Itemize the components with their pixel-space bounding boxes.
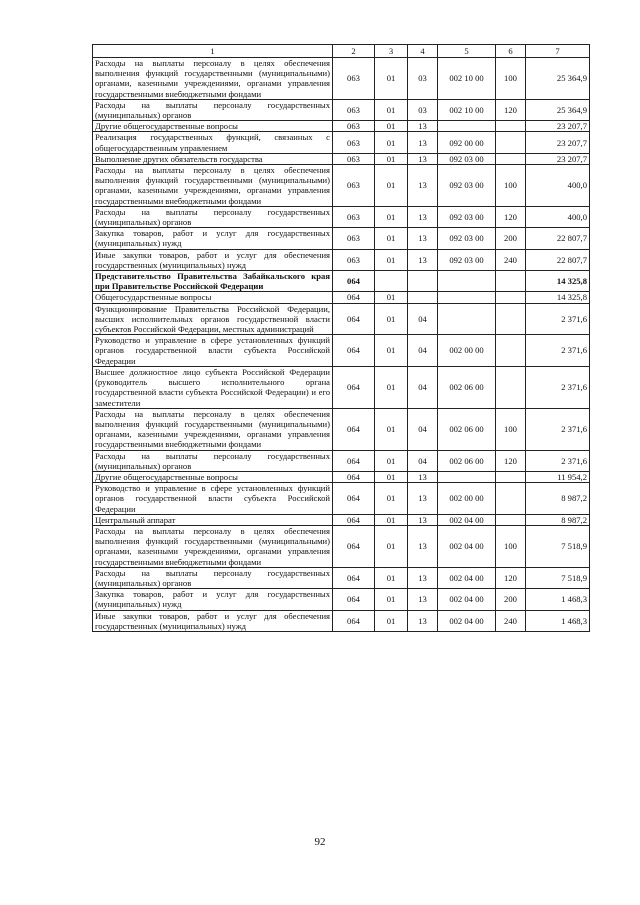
amount-cell: 2 371,6 — [526, 450, 590, 471]
subsection-code-cell: 13 — [408, 132, 438, 153]
table-row — [93, 58, 590, 100]
table-row — [93, 335, 590, 367]
expense-type-cell — [496, 483, 526, 515]
table-row — [93, 206, 590, 227]
ved-code-cell: 063 — [333, 99, 375, 120]
row-name-cell: Расходы на выплаты персоналу в целях обеспечения выполнения функций государственными (муниципальными) органами, казенными учреждениями, органами управления государственными внебюджетными фондами — [93, 408, 333, 450]
section-code-cell: 01 — [375, 303, 408, 335]
section-code-cell: 01 — [375, 610, 408, 631]
amount-cell: 23 207,7 — [526, 121, 590, 132]
ved-code-cell: 064 — [333, 525, 375, 567]
expense-type-cell: 120 — [496, 567, 526, 588]
expense-type-cell — [496, 471, 526, 482]
amount-cell: 1 468,3 — [526, 610, 590, 631]
amount-cell: 14 325,8 — [526, 292, 590, 303]
target-article-cell: 092 00 00 — [438, 132, 496, 153]
subsection-code-cell: 13 — [408, 228, 438, 249]
amount-cell: 2 371,6 — [526, 408, 590, 450]
ved-code-cell: 064 — [333, 483, 375, 515]
column-header: 2 — [333, 45, 375, 58]
section-code-cell — [375, 271, 408, 292]
row-name-cell: Закупка товаров, работ и услуг для государственных (муниципальных) нужд — [93, 589, 333, 610]
column-header: 4 — [408, 45, 438, 58]
table-row — [93, 249, 590, 270]
ved-code-cell: 064 — [333, 271, 375, 292]
section-code-cell: 01 — [375, 514, 408, 525]
target-article-cell — [438, 303, 496, 335]
row-name-cell: Общегосударственные вопросы — [93, 292, 333, 303]
subsection-code-cell: 13 — [408, 121, 438, 132]
amount-cell: 23 207,7 — [526, 132, 590, 153]
table-row — [93, 471, 590, 482]
expense-type-cell — [496, 335, 526, 367]
table-row — [93, 303, 590, 335]
target-article-cell: 092 03 00 — [438, 165, 496, 207]
expense-type-cell — [496, 121, 526, 132]
subsection-code-cell: 04 — [408, 450, 438, 471]
ved-code-cell: 064 — [333, 408, 375, 450]
ved-code-cell: 064 — [333, 589, 375, 610]
page-number: 92 — [314, 836, 326, 848]
ved-code-cell: 063 — [333, 132, 375, 153]
budget-table — [92, 44, 590, 632]
table-row — [93, 589, 590, 610]
ved-code-cell: 064 — [333, 514, 375, 525]
subsection-code-cell: 13 — [408, 514, 438, 525]
column-header: 7 — [526, 45, 590, 58]
section-code-cell: 01 — [375, 366, 408, 408]
ved-code-cell: 063 — [333, 206, 375, 227]
ved-code-cell: 063 — [333, 153, 375, 164]
section-code-cell: 01 — [375, 58, 408, 100]
target-article-cell — [438, 292, 496, 303]
section-code-cell: 01 — [375, 567, 408, 588]
subsection-code-cell: 13 — [408, 567, 438, 588]
target-article-cell: 002 00 00 — [438, 335, 496, 367]
table-row — [93, 121, 590, 132]
subsection-code-cell: 13 — [408, 525, 438, 567]
expense-type-cell — [496, 153, 526, 164]
subsection-code-cell: 03 — [408, 99, 438, 120]
expense-type-cell: 240 — [496, 249, 526, 270]
amount-cell: 2 371,6 — [526, 366, 590, 408]
column-header: 1 — [93, 45, 333, 58]
subsection-code-cell: 04 — [408, 335, 438, 367]
target-article-cell: 092 03 00 — [438, 228, 496, 249]
section-code-cell: 01 — [375, 206, 408, 227]
target-article-cell — [438, 471, 496, 482]
row-name-cell: Другие общегосударственные вопросы — [93, 471, 333, 482]
target-article-cell: 002 00 00 — [438, 483, 496, 515]
amount-cell: 2 371,6 — [526, 303, 590, 335]
target-article-cell: 092 03 00 — [438, 153, 496, 164]
section-code-cell: 01 — [375, 525, 408, 567]
amount-cell: 400,0 — [526, 206, 590, 227]
ved-code-cell: 063 — [333, 228, 375, 249]
target-article-cell — [438, 271, 496, 292]
table-row — [93, 271, 590, 292]
amount-cell: 2 371,6 — [526, 335, 590, 367]
subsection-code-cell: 13 — [408, 165, 438, 207]
subsection-code-cell: 04 — [408, 366, 438, 408]
table-row — [93, 228, 590, 249]
section-code-cell: 01 — [375, 121, 408, 132]
target-article-cell: 002 04 00 — [438, 610, 496, 631]
section-code-cell: 01 — [375, 483, 408, 515]
target-article-cell: 002 06 00 — [438, 366, 496, 408]
ved-code-cell: 064 — [333, 303, 375, 335]
table-row — [93, 525, 590, 567]
ved-code-cell: 064 — [333, 335, 375, 367]
target-article-cell: 092 03 00 — [438, 206, 496, 227]
table-row — [93, 366, 590, 408]
target-article-cell: 092 03 00 — [438, 249, 496, 270]
row-name-cell: Закупка товаров, работ и услуг для государственных (муниципальных) нужд — [93, 228, 333, 249]
amount-cell: 25 364,9 — [526, 58, 590, 100]
ved-code-cell: 063 — [333, 165, 375, 207]
section-code-cell: 01 — [375, 450, 408, 471]
row-name-cell: Руководство и управление в сфере установленных функций органов государственной власти субъекта Российской Федерации — [93, 483, 333, 515]
target-article-cell: 002 04 00 — [438, 567, 496, 588]
section-code-cell: 01 — [375, 99, 408, 120]
amount-cell: 11 954,2 — [526, 471, 590, 482]
row-name-cell: Другие общегосударственные вопросы — [93, 121, 333, 132]
section-code-cell: 01 — [375, 132, 408, 153]
expense-type-cell — [496, 303, 526, 335]
table-row — [93, 292, 590, 303]
expense-type-cell: 120 — [496, 99, 526, 120]
table-row — [93, 165, 590, 207]
expense-type-cell: 200 — [496, 589, 526, 610]
row-name-cell: Функционирование Правительства Российской Федерации, высших исполнительных органов государственной власти субъектов Российской Федерации, местных администраций — [93, 303, 333, 335]
target-article-cell: 002 04 00 — [438, 589, 496, 610]
amount-cell: 8 987,2 — [526, 514, 590, 525]
amount-cell: 7 518,9 — [526, 567, 590, 588]
expense-type-cell: 100 — [496, 165, 526, 207]
row-name-cell: Расходы на выплаты персоналу государственных (муниципальных) органов — [93, 567, 333, 588]
target-article-cell: 002 06 00 — [438, 408, 496, 450]
section-code-cell: 01 — [375, 471, 408, 482]
subsection-code-cell: 13 — [408, 153, 438, 164]
ved-code-cell: 063 — [333, 58, 375, 100]
section-code-cell: 01 — [375, 165, 408, 207]
amount-cell: 22 807,7 — [526, 228, 590, 249]
section-code-cell: 01 — [375, 153, 408, 164]
table-row — [93, 408, 590, 450]
column-header: 5 — [438, 45, 496, 58]
table-row — [93, 483, 590, 515]
expense-type-cell: 240 — [496, 610, 526, 631]
table-row — [93, 567, 590, 588]
table-body — [93, 58, 590, 632]
expense-type-cell: 100 — [496, 58, 526, 100]
amount-cell: 8 987,2 — [526, 483, 590, 515]
section-code-cell: 01 — [375, 589, 408, 610]
subsection-code-cell: 13 — [408, 206, 438, 227]
expense-type-cell: 200 — [496, 228, 526, 249]
ved-code-cell: 064 — [333, 471, 375, 482]
subsection-code-cell: 13 — [408, 483, 438, 515]
column-header: 3 — [375, 45, 408, 58]
row-name-cell: Руководство и управление в сфере установленных функций органов государственной власти субъекта Российской Федерации — [93, 335, 333, 367]
ved-code-cell: 063 — [333, 121, 375, 132]
subsection-code-cell — [408, 292, 438, 303]
amount-cell: 14 325,8 — [526, 271, 590, 292]
section-code-cell: 01 — [375, 228, 408, 249]
target-article-cell: 002 04 00 — [438, 525, 496, 567]
table-row — [93, 514, 590, 525]
expense-type-cell: 120 — [496, 450, 526, 471]
target-article-cell: 002 10 00 — [438, 58, 496, 100]
target-article-cell: 002 06 00 — [438, 450, 496, 471]
expense-type-cell: 100 — [496, 525, 526, 567]
target-article-cell: 002 10 00 — [438, 99, 496, 120]
subsection-code-cell: 13 — [408, 471, 438, 482]
section-code-cell: 01 — [375, 249, 408, 270]
expense-type-cell — [496, 271, 526, 292]
row-name-cell: Расходы на выплаты персоналу в целях обеспечения выполнения функций государственными (муниципальными) органами, казенными учреждениями, органами управления государственными внебюджетными фондами — [93, 58, 333, 100]
subsection-code-cell: 04 — [408, 408, 438, 450]
amount-cell: 23 207,7 — [526, 153, 590, 164]
expense-type-cell: 100 — [496, 408, 526, 450]
row-name-cell: Расходы на выплаты персоналу государственных (муниципальных) органов — [93, 450, 333, 471]
subsection-code-cell — [408, 271, 438, 292]
ved-code-cell: 064 — [333, 292, 375, 303]
row-name-cell: Высшее должностное лицо субъекта Российской Федерации (руководитель высшего исполнительного органа государственной власти субъекта Российской Федерации) и его заместители — [93, 366, 333, 408]
section-code-cell: 01 — [375, 408, 408, 450]
ved-code-cell: 064 — [333, 450, 375, 471]
row-name-cell: Расходы на выплаты персоналу государственных (муниципальных) органов — [93, 206, 333, 227]
section-code-cell: 01 — [375, 335, 408, 367]
row-name-cell: Представительство Правительства Забайкальского края при Правительстве Российской Федерации — [93, 271, 333, 292]
target-article-cell — [438, 121, 496, 132]
table-row — [93, 99, 590, 120]
section-code-cell: 01 — [375, 292, 408, 303]
row-name-cell: Иные закупки товаров, работ и услуг для обеспечения государственных (муниципальных) нужд — [93, 249, 333, 270]
subsection-code-cell: 13 — [408, 589, 438, 610]
table-row — [93, 610, 590, 631]
ved-code-cell: 063 — [333, 249, 375, 270]
row-name-cell: Расходы на выплаты персоналу в целях обеспечения выполнения функций государственными (муниципальными) органами, казенными учреждениями, органами управления государственными внебюджетными фондами — [93, 525, 333, 567]
expense-type-cell — [496, 366, 526, 408]
target-article-cell: 002 04 00 — [438, 514, 496, 525]
subsection-code-cell: 03 — [408, 58, 438, 100]
expense-type-cell: 120 — [496, 206, 526, 227]
table-row — [93, 132, 590, 153]
row-name-cell: Расходы на выплаты персоналу в целях обеспечения выполнения функций государственными (муниципальными) органами, казенными учреждениями, органами управления государственными внебюджетными фондами — [93, 165, 333, 207]
ved-code-cell: 064 — [333, 366, 375, 408]
amount-cell: 7 518,9 — [526, 525, 590, 567]
amount-cell: 22 807,7 — [526, 249, 590, 270]
expense-type-cell — [496, 292, 526, 303]
row-name-cell: Иные закупки товаров, работ и услуг для обеспечения государственных (муниципальных) нужд — [93, 610, 333, 631]
subsection-code-cell: 13 — [408, 610, 438, 631]
row-name-cell: Выполнение других обязательств государства — [93, 153, 333, 164]
column-header: 6 — [496, 45, 526, 58]
ved-code-cell: 064 — [333, 567, 375, 588]
table-header-row — [93, 45, 590, 58]
expense-type-cell — [496, 132, 526, 153]
amount-cell: 400,0 — [526, 165, 590, 207]
subsection-code-cell: 04 — [408, 303, 438, 335]
table-row — [93, 450, 590, 471]
ved-code-cell: 064 — [333, 610, 375, 631]
amount-cell: 25 364,9 — [526, 99, 590, 120]
row-name-cell: Центральный аппарат — [93, 514, 333, 525]
row-name-cell: Расходы на выплаты персоналу государственных (муниципальных) органов — [93, 99, 333, 120]
expense-type-cell — [496, 514, 526, 525]
row-name-cell: Реализация государственных функций, связанных с общегосударственным управлением — [93, 132, 333, 153]
subsection-code-cell: 13 — [408, 249, 438, 270]
amount-cell: 1 468,3 — [526, 589, 590, 610]
table-row — [93, 153, 590, 164]
